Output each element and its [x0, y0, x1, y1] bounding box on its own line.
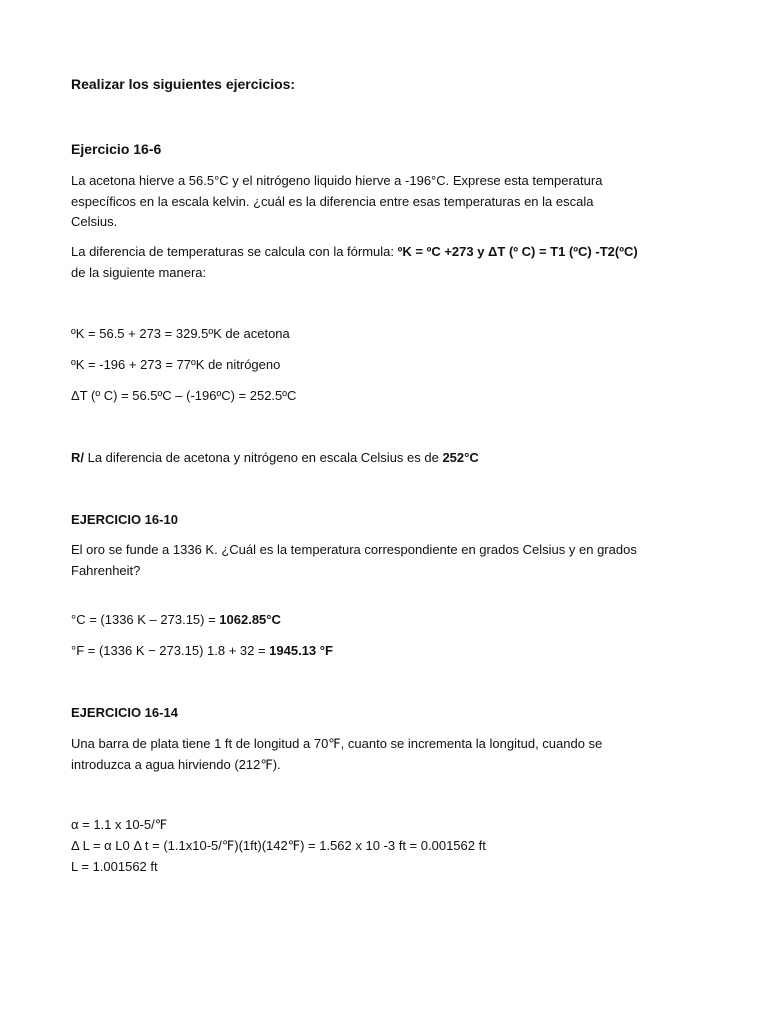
answer-text: La diferencia de acetona y nitrógeno en escala Celsius es de [84, 450, 443, 465]
exercise-16-6-statement-line-1: La acetona hierve a 56.5°C y el nitrógeno liquido hierve a -196°C. Exprese esta temperatura [71, 173, 603, 188]
exercise-16-6-method-line-1 [71, 241, 638, 262]
exercise-16-6-statement-line-3: Celsius. [71, 214, 118, 229]
celsius-calc-value: 1062.85°C [219, 612, 281, 627]
exercise-16-10-statement-line-1: El oro se funde a 1336 K. ¿Cuál es la temperatura correspondiente en grados Celsius y en grados [71, 542, 637, 557]
exercise-16-14-statement-line-1: Una barra de plata tiene 1 ft de longitud a 70℉, cuanto se incrementa la longitud, cuando se [71, 736, 603, 751]
exercise-16-10-calc-2 [71, 640, 333, 661]
exercise-16-14-calc-2: Δ L = α L0 Δ t = (1.1x10-5/℉)(1ft)(142℉) = 1.562 x 10 -3 ft = 0.001562 ft [71, 838, 486, 853]
exercise-16-6-method-line-2: de la siguiente manera: [71, 265, 207, 280]
answer-prefix: R/ [71, 450, 84, 465]
exercise-16-10-calc-1 [71, 609, 281, 630]
celsius-calc-prefix: °C = (1336 K – 273.15) = [71, 612, 220, 627]
exercise-16-6-answer [71, 447, 479, 468]
exercise-16-6-heading: Ejercicio 16-6 [71, 141, 162, 157]
method-formula: ºK = ºC +273 y ΔT (º C) = T1 (ºC) -T2(ºC) [397, 244, 638, 259]
document-title: Realizar los siguientes ejercicios: [71, 76, 296, 92]
exercise-16-6-calc-2: ºK = -196 + 273 = 77ºK de nitrógeno [71, 357, 281, 372]
answer-value: 252°C [442, 450, 479, 465]
fahrenheit-calc-prefix: °F = (1336 K − 273.15) 1.8 + 32 = [71, 643, 270, 658]
exercise-16-6-calc-3: ΔT (º C) = 56.5ºC – (-196ºC) = 252.5ºC [71, 388, 297, 403]
fahrenheit-calc-value: 1945.13 °F [269, 643, 333, 658]
exercise-16-14-heading: EJERCICIO 16-14 [71, 705, 178, 720]
exercise-16-6-calc-1: ºK = 56.5 + 273 = 329.5ºK de acetona [71, 326, 290, 341]
exercise-16-10-heading: EJERCICIO 16-10 [71, 512, 178, 527]
exercise-16-14-calc-1: α = 1.1 x 10-5/℉ [71, 817, 168, 832]
exercise-16-6-statement-line-2: específicos en la escala kelvin. ¿cuál es la diferencia entre esas temperaturas en la escala [71, 194, 594, 209]
exercise-16-14-calc-3: L = 1.001562 ft [71, 859, 158, 874]
method-prefix: La diferencia de temperaturas se calcula con la fórmula: [71, 244, 398, 259]
exercise-16-10-statement-line-2: Fahrenheit? [71, 563, 141, 578]
exercise-16-14-statement-line-2: introduzca a agua hirviendo (212℉). [71, 757, 281, 772]
